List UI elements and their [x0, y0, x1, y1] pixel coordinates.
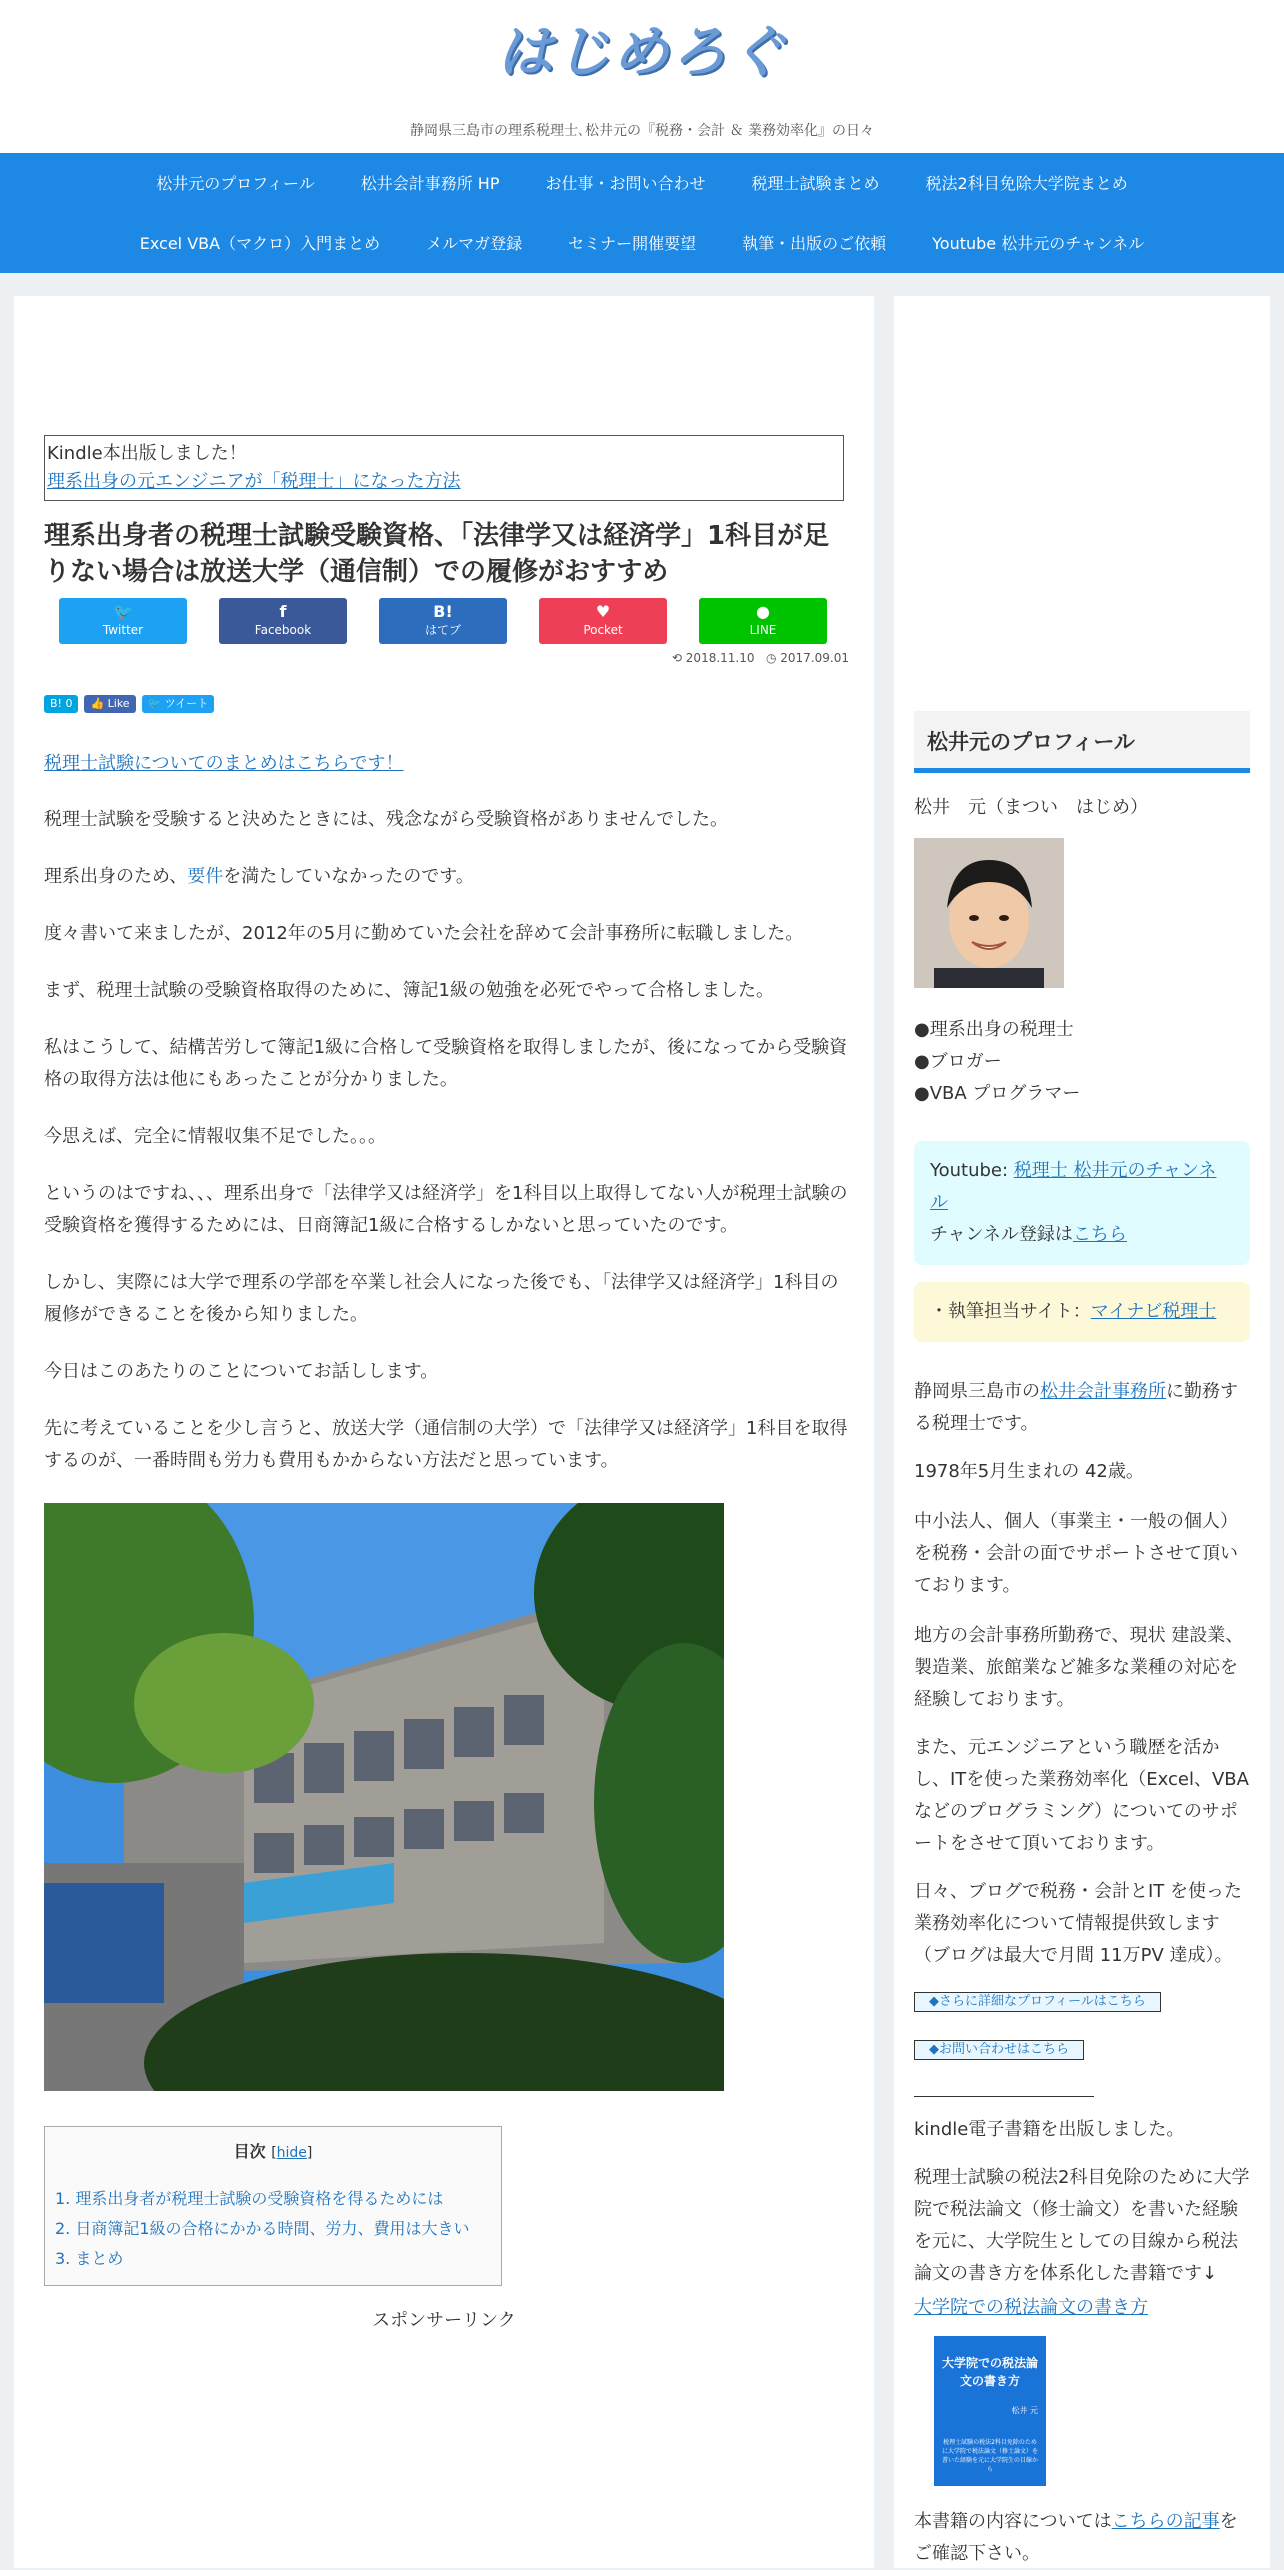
share-pocket-button[interactable]: [539, 598, 667, 644]
paragraph-4: まず、税理士試験の受験資格取得のために、簿記1級の勉強を必死でやって合格しました。: [44, 980, 775, 1001]
nav-item-contact[interactable]: お仕事・お問い合わせ: [545, 174, 706, 193]
site-header: [0, 0, 1284, 153]
updated-date: 2018.11.10: [685, 651, 755, 665]
toc-item-3[interactable]: 3. まとめ: [55, 2249, 124, 2268]
paragraph-2: [44, 861, 854, 893]
share-twitter-button[interactable]: [59, 598, 187, 644]
profile-role-2: ●ブロガー: [914, 1051, 1002, 1072]
toc-item-1[interactable]: 1. 理系出身者が税理士試験の受験資格を得るためには: [55, 2189, 444, 2208]
subscribe-prefix: チャンネル登録は: [930, 1224, 1073, 1245]
sidebar-para-6: 日々、ブログで税務・会計とIT を使った業務効率化について情報提供致します（ブログは最大で月間 11万PV 達成）。: [914, 1881, 1243, 1966]
site-tagline: 静岡県三島市の理系税理士､松井元の『税務・会計 ＆ 業務効率化』の日々: [410, 123, 874, 139]
contact-button[interactable]: ◆お問い合わせはこちら: [914, 2040, 1084, 2060]
published-icon: ◷: [765, 651, 777, 665]
share-line-label: LINE: [749, 623, 777, 637]
line-icon: ●: [756, 602, 770, 621]
sidebar-para-1: [914, 1376, 1254, 1440]
mini-hatena-button[interactable]: B! 0: [44, 695, 78, 713]
article-title: 理系出身者の税理士試験受験資格、「法律学又は経済学」1科目が足りない場合は放送大学（通信制）での履修がおすすめ: [44, 521, 830, 587]
hatena-icon: B!: [433, 602, 453, 621]
nav-item-exam-summary[interactable]: 税理士試験まとめ: [751, 174, 880, 193]
nav-row-1: [0, 171, 1284, 194]
book-cover-blurb: 税理士試験の税法2科目免除のために大学院で税法論文（修士論文）を書いた経験を元に大学院生の目線から: [942, 2439, 1039, 2473]
updated-icon: ⟲: [671, 651, 682, 665]
nav-item-youtube[interactable]: Youtube 松井元のチャンネル: [932, 234, 1145, 253]
sidebar-para-1-after: に勤務する税理士です。: [914, 1381, 1238, 1434]
sidebar: [894, 296, 1270, 2568]
nav-item-writing[interactable]: 執筆・出版のご依頼: [742, 234, 887, 253]
writing-prefix: ・執筆担当サイト：: [930, 1301, 1091, 1322]
article-link[interactable]: こちらの記事: [1111, 2511, 1220, 2532]
book-cover[interactable]: [934, 2336, 1046, 2486]
kindle-notice-link[interactable]: 理系出身の元エンジニアが「税理士」になった方法: [47, 471, 461, 492]
sidebar-para-5: また、元エンジニアという職歴を活かし、ITを使った業務効率化（Excel、VBAなどのプログラミング）についてのサポートをさせて頂いております。: [914, 1737, 1249, 1854]
published-date: 2017.09.01: [780, 651, 849, 665]
kindle-notice: [44, 435, 844, 501]
paragraph-3: 度々書いて来ましたが、2012年の5月に勤めていた会社を辞めて会計事務所に転職しました。: [44, 923, 804, 944]
share-line-button[interactable]: [699, 598, 827, 644]
toc-list: [45, 2184, 501, 2274]
youtube-prefix: Youtube:: [930, 1160, 1014, 1181]
share-buttons: [59, 598, 827, 644]
toc-title: 目次 [hide]: [233, 2142, 313, 2161]
sidebar-divider: [914, 2096, 1094, 2097]
paragraph-2-after: を満たしていなかったのです。: [223, 866, 474, 887]
paragraph-1: 税理士試験を受験すると決めたときには、残念ながら受験資格がありませんでした。: [44, 809, 728, 830]
paragraph-7: というのはですね、、、理系出身で「法律学又は経済学」を1科目以上取得してない人が税理士試験の受験資格を獲得するためには、日商簿記1級に合格するしかないと思っていたのです。: [44, 1183, 848, 1236]
youtube-channel-link[interactable]: 税理士 松井元のチャンネル: [930, 1160, 1217, 1213]
subscribe-link[interactable]: こちら: [1072, 1224, 1127, 1245]
summary-link-para: [44, 748, 854, 780]
kindle-description: 税理士試験の税法2科目免除のために大学院で税法論文（修士論文）を書いた経験を元に、大学院生としての目線から税法論文の書き方を体系化した書籍です↓: [914, 2167, 1250, 2284]
book-link-wrap: [914, 2292, 1254, 2324]
paragraph-9: 今日はこのあたりのことについてお話しします。: [44, 1361, 439, 1382]
twitter-icon: 🐦: [113, 602, 133, 621]
mini-share-buttons: [44, 695, 214, 713]
mini-like-button[interactable]: 👍 Like: [84, 695, 135, 713]
profile-name: 松井 元（まつい はじめ）: [914, 797, 1148, 818]
book-link[interactable]: 大学院での税法論文の書き方: [914, 2297, 1148, 2318]
nav-item-profile[interactable]: 松井元のプロフィール: [156, 174, 315, 193]
nav-item-office-hp[interactable]: 松井会計事務所 HP: [360, 174, 500, 193]
profile-role-1: ●理系出身の税理士: [914, 1019, 1074, 1040]
toc-title-text: 目次: [233, 2142, 266, 2161]
requirements-link[interactable]: 要件: [187, 866, 224, 887]
site-logo[interactable]: はじめろぐ: [497, 20, 787, 85]
summary-link[interactable]: 税理士試験についてのまとめはこちらです！: [44, 753, 404, 774]
detailed-profile-button[interactable]: ◆さらに詳細なプロフィールはこちら: [914, 1992, 1161, 2012]
mynavi-link[interactable]: マイナビ税理士: [1090, 1301, 1217, 1322]
share-facebook-label: Facebook: [254, 623, 312, 637]
post-dates: [664, 651, 849, 665]
paragraph-6: 今思えば、完全に情報収集不足でした。。。: [44, 1126, 386, 1147]
sidebar-para-2: 1978年5月生まれの 42歳。: [914, 1461, 1144, 1482]
youtube-box: [914, 1141, 1250, 1265]
nav-item-excel-vba[interactable]: Excel VBA（マクロ）入門まとめ: [139, 234, 381, 253]
paragraph-2-before: 理系出身のため、: [44, 866, 188, 887]
share-twitter-label: Twitter: [102, 623, 144, 637]
sponsor-label: スポンサーリンク: [372, 2310, 516, 2331]
avatar: [914, 838, 1064, 988]
office-link[interactable]: 松井会計事務所: [1040, 1381, 1166, 1402]
sidebar-para-4: 地方の会計事務所勤務で、現状 建設業、製造業、旅館業など雑多な業種の対応を経験しております。: [914, 1625, 1244, 1710]
pocket-icon: ♥: [595, 602, 611, 621]
book-cover-author: 松井 元: [1011, 2406, 1038, 2415]
toc-item-2[interactable]: 2. 日商簿記1級の合格にかかる時間、労力、費用は大きい: [55, 2219, 470, 2238]
global-nav: [0, 153, 1284, 273]
sidebar-para-1-before: 静岡県三島市の: [914, 1381, 1040, 1402]
book-footer-after: をご確認下さい。: [914, 2511, 1238, 2564]
profile-role-3: ●VBA プログラマー: [914, 1083, 1081, 1104]
nav-item-mailmag[interactable]: メルマガ登録: [426, 234, 523, 253]
nav-row-2: [0, 231, 1284, 254]
facebook-icon: f: [279, 602, 287, 621]
main-content: [14, 296, 874, 2568]
book-footer-text: [914, 2506, 1254, 2570]
share-facebook-button[interactable]: [219, 598, 347, 644]
share-pocket-label: Pocket: [583, 623, 623, 637]
kindle-notice-text: Kindle本出版しました！: [47, 443, 247, 464]
toc-hide-link[interactable]: hide: [276, 2145, 307, 2161]
university-building-photo: [44, 1503, 724, 2091]
share-hatena-label: はてブ: [424, 623, 461, 637]
sidebar-para-3: 中小法人、個人（事業主・一般の個人）を税務・会計の面でサポートさせて頂いております。: [914, 1511, 1238, 1596]
sidebar-profile-heading: 松井元のプロフィール: [914, 711, 1250, 773]
nav-item-grad-school[interactable]: 税法2科目免除大学院まとめ: [925, 174, 1128, 193]
kindle-announce: kindle電子書籍を出版しました。: [914, 2119, 1185, 2140]
nav-item-seminar[interactable]: セミナー開催要望: [568, 234, 697, 253]
mini-tweet-button[interactable]: 🐦 ツイート: [142, 695, 215, 713]
writing-box: [914, 1282, 1250, 1342]
table-of-contents: [44, 2126, 502, 2286]
book-cover-title: 大学院での税法論文の書き方: [942, 2356, 1039, 2388]
paragraph-8: しかし、実際には大学で理系の学部を卒業し社会人になった後でも、「法律学又は経済学」1科目の履修ができることを後から知りました。: [44, 1272, 839, 1325]
paragraph-10: 先に考えていることを少し言うと、放送大学（通信制の大学）で「法律学又は経済学」1科目を取得するのが、一番時間も労力も費用もかからない方法だと思っています。: [44, 1418, 848, 1471]
book-footer-before: 本書籍の内容については: [914, 2511, 1112, 2532]
paragraph-5: 私はこうして、結構苦労して簿記1級に合格して受験資格を取得しましたが、後になってから受験資格の取得方法は他にもあったことが分かりました。: [44, 1037, 848, 1090]
share-hatena-button[interactable]: [379, 598, 507, 644]
